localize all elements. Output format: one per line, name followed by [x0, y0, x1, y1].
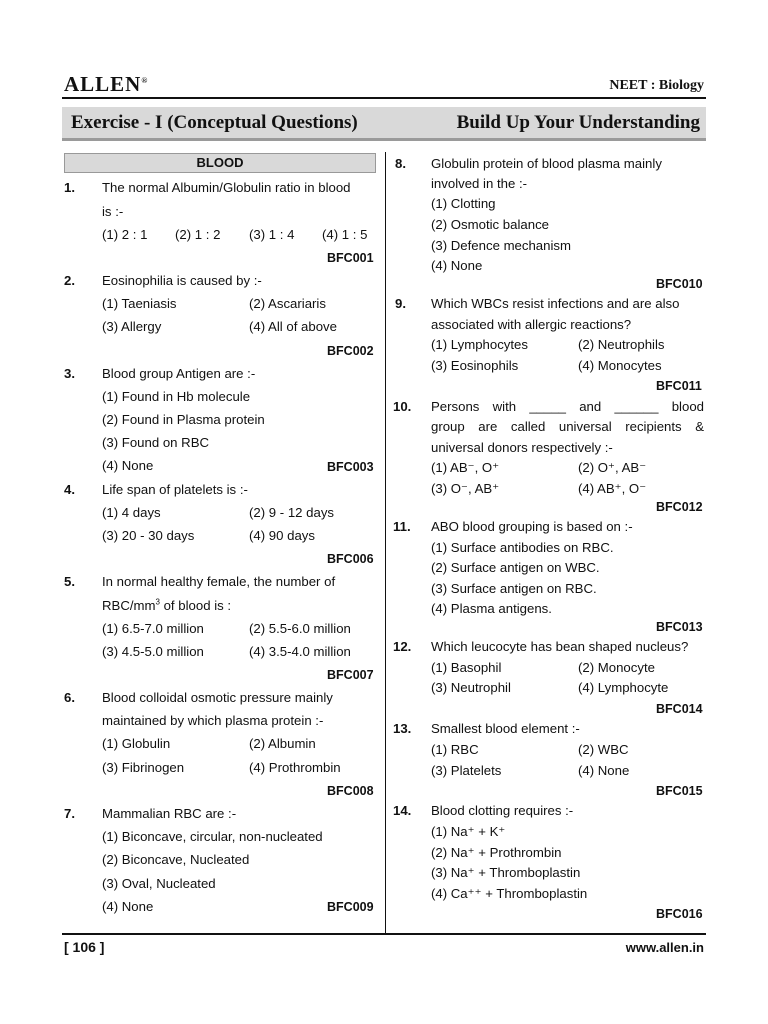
option: (2) O⁺, AB⁻ — [578, 460, 647, 475]
option: (2) Albumin — [249, 736, 316, 751]
question-code: BFC008 — [327, 784, 374, 798]
option: (2) WBC — [578, 742, 629, 757]
option: (1) 6.5-7.0 million — [102, 621, 204, 636]
option: (3) Allergy — [102, 319, 162, 334]
option: (4) None — [102, 458, 154, 473]
option: (4) 3.5-4.0 million — [249, 644, 351, 659]
question-number: 8. — [395, 156, 406, 171]
option: (4) Monocytes — [578, 358, 662, 373]
allen-logo — [64, 72, 148, 97]
option: (2) Found in Plasma protein — [102, 412, 265, 427]
question-code: BFC009 — [327, 900, 374, 914]
option: (1) Clotting — [431, 196, 496, 211]
exercise-banner — [62, 107, 706, 141]
question-text: group are called universal recipients & — [431, 419, 704, 434]
option: (3) Surface antigen on RBC. — [431, 581, 597, 596]
option: (2) Osmotic balance — [431, 217, 549, 232]
logo-text: ALLEN — [64, 72, 142, 96]
option: (3) Found on RBC — [102, 435, 210, 450]
question-text: Mammalian RBC are :- — [102, 806, 237, 821]
superscript: 3 — [155, 597, 160, 607]
registered-mark: ® — [141, 76, 149, 85]
question-code: BFC006 — [327, 552, 374, 566]
option: (1) Taeniasis — [102, 296, 177, 311]
option: (4) None — [431, 258, 483, 273]
question-text: Which leucocyte has bean shaped nucleus? — [431, 639, 689, 654]
question-code: BFC014 — [656, 702, 703, 716]
question-text-part: of blood is : — [159, 598, 232, 613]
option: (1) Na⁺ + K⁺ — [431, 824, 506, 839]
question-text — [102, 598, 231, 614]
question-text: Smallest blood element :- — [431, 721, 580, 736]
option: (4) Plasma antigens. — [431, 601, 552, 616]
option: (2) Biconcave, Nucleated — [102, 852, 250, 867]
question-code: BFC016 — [656, 907, 703, 921]
exercise-title: Exercise - I (Conceptual Questions) — [71, 112, 358, 133]
question-text: Persons with _____ and ______ blood — [431, 399, 704, 414]
question-number: 1. — [64, 180, 75, 195]
question-text-part: RBC/mm — [102, 598, 156, 613]
option: (4) None — [102, 899, 154, 914]
question-number: 9. — [395, 296, 406, 311]
option: (3) 20 - 30 days — [102, 528, 195, 543]
question-code: BFC011 — [656, 379, 702, 393]
option: (1) AB⁻, O⁺ — [431, 460, 500, 475]
option: (2) 5.5-6.0 million — [249, 621, 351, 636]
option: (2) Neutrophils — [578, 337, 665, 352]
question-code: BFC001 — [327, 251, 374, 265]
question-number: 11. — [393, 519, 411, 534]
option: (1) 2 : 1 — [102, 227, 148, 242]
option: (3) 1 : 4 — [249, 227, 295, 242]
option: (1) Found in Hb molecule — [102, 389, 251, 404]
option: (1) Basophil — [431, 660, 502, 675]
subject-label: NEET : Biology — [609, 78, 704, 93]
question-text: universal donors respectively :- — [431, 440, 613, 455]
question-code: BFC015 — [656, 784, 703, 798]
question-number: 14. — [393, 803, 412, 818]
option: (3) Oval, Nucleated — [102, 876, 216, 891]
option: (4) Prothrombin — [249, 760, 341, 775]
option: (3) Neutrophil — [431, 680, 511, 695]
question-code: BFC003 — [327, 460, 374, 474]
question-number: 7. — [64, 806, 75, 821]
option: (4) All of above — [249, 319, 337, 334]
option: (2) Ascariaris — [249, 296, 326, 311]
page-number: [ 106 ] — [64, 939, 105, 955]
question-text: maintained by which plasma protein :- — [102, 713, 324, 728]
question-code: BFC012 — [656, 500, 703, 514]
column-divider — [385, 152, 386, 933]
question-text: Which WBCs resist infections and are also — [431, 296, 680, 311]
option: (3) Fibrinogen — [102, 760, 185, 775]
question-text: Blood group Antigen are :- — [102, 366, 256, 381]
question-text: involved in the :- — [431, 176, 528, 191]
option: (4) 1 : 5 — [322, 227, 368, 242]
option: (4) Ca⁺⁺ + Thromboplastin — [431, 886, 588, 901]
option: (1) Surface antibodies on RBC. — [431, 540, 614, 555]
question-text: ABO blood grouping is based on :- — [431, 519, 633, 534]
question-text: associated with allergic reactions? — [431, 317, 632, 332]
option: (3) Platelets — [431, 763, 502, 778]
option: (2) 1 : 2 — [175, 227, 221, 242]
option: (1) RBC — [431, 742, 479, 757]
option: (3) O⁻, AB⁺ — [431, 481, 500, 496]
option: (3) Eosinophils — [431, 358, 519, 373]
section-heading: BLOOD — [64, 153, 376, 173]
question-code: BFC007 — [327, 668, 374, 682]
option: (3) Na⁺ + Thromboplastin — [431, 865, 581, 880]
exercise-subtitle: Build Up Your Understanding — [456, 112, 700, 133]
option: (3) 4.5-5.0 million — [102, 644, 204, 659]
question-code: BFC010 — [656, 277, 703, 291]
option: (2) Na⁺ + Prothrombin — [431, 845, 562, 860]
website-link[interactable]: www.allen.in — [625, 940, 704, 955]
question-number: 3. — [64, 366, 75, 381]
question-code: BFC002 — [327, 344, 374, 358]
header-rule — [62, 97, 706, 99]
question-number: 10. — [393, 399, 412, 414]
option: (1) Biconcave, circular, non-nucleated — [102, 829, 323, 844]
question-number: 5. — [64, 574, 75, 589]
question-number: 12. — [393, 639, 412, 654]
question-number: 4. — [64, 482, 75, 497]
question-number: 2. — [64, 273, 75, 288]
option: (2) Surface antigen on WBC. — [431, 560, 600, 575]
question-number: 6. — [64, 690, 75, 705]
question-number: 13. — [393, 721, 412, 736]
question-text: is :- — [102, 204, 124, 219]
option: (3) Defence mechanism — [431, 238, 571, 253]
option: (1) Globulin — [102, 736, 171, 751]
question-text: Globulin protein of blood plasma mainly — [431, 156, 662, 171]
footer-rule — [62, 933, 706, 935]
option: (2) Monocyte — [578, 660, 655, 675]
question-text: Blood clotting requires :- — [431, 803, 574, 818]
question-text: Blood colloidal osmotic pressure mainly — [102, 690, 333, 705]
option: (1) Lymphocytes — [431, 337, 528, 352]
option: (1) 4 days — [102, 505, 161, 520]
question-text: Life span of platelets is :- — [102, 482, 248, 497]
question-text: In normal healthy female, the number of — [102, 574, 336, 589]
option: (4) 90 days — [249, 528, 315, 543]
question-code: BFC013 — [656, 620, 703, 634]
option: (2) 9 - 12 days — [249, 505, 335, 520]
question-text: Eosinophilia is caused by :- — [102, 273, 262, 288]
question-text: The normal Albumin/Globulin ratio in blood — [102, 180, 351, 195]
option: (4) Lymphocyte — [578, 680, 669, 695]
option: (4) AB⁺, O⁻ — [578, 481, 647, 496]
option: (4) None — [578, 763, 630, 778]
